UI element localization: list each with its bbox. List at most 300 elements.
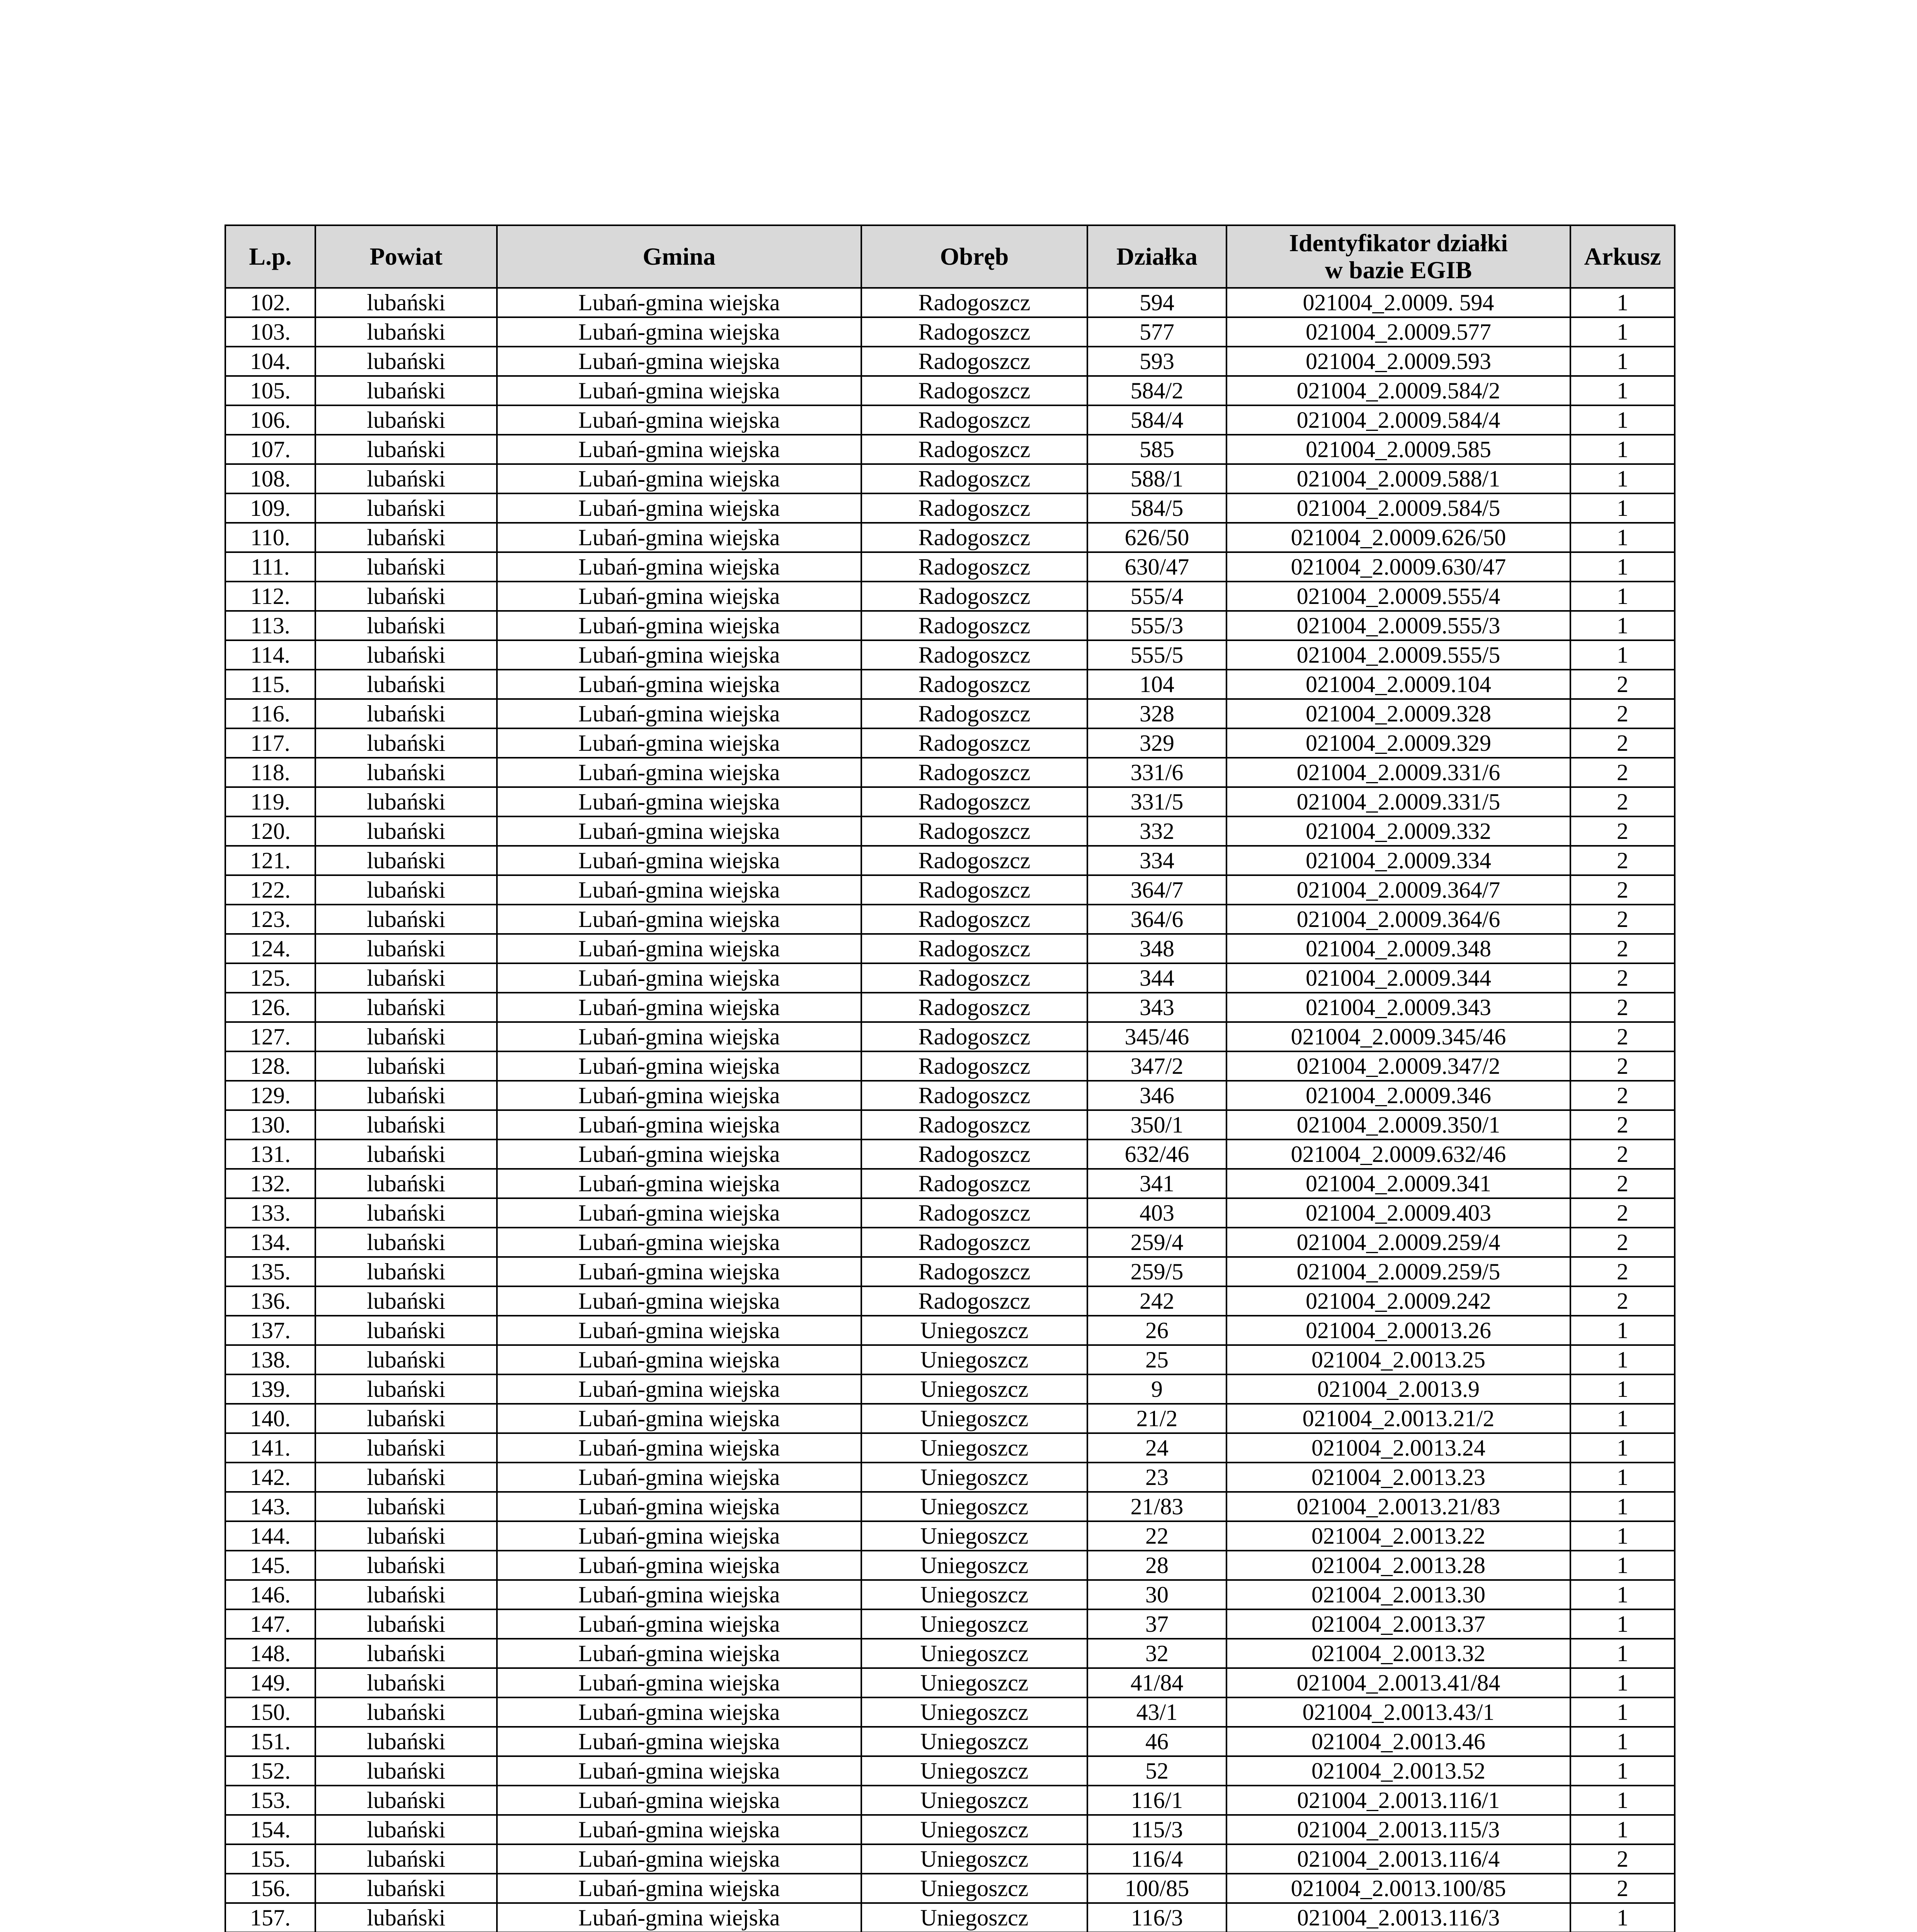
dzialka-cell: 347/2 (1087, 1051, 1226, 1081)
table-row (225, 846, 1675, 875)
dzialka-cell: 594 (1087, 288, 1226, 317)
dzialka-cell: 46 (1087, 1727, 1226, 1756)
powiat-cell: lubański (315, 1051, 497, 1081)
identyfikator-cell: 021004_2.0009.584/4 (1226, 405, 1570, 435)
header-arkusz: Arkusz (1570, 225, 1675, 288)
lp-cell: 157. (225, 1903, 315, 1932)
powiat-cell: lubański (315, 435, 497, 464)
gmina-cell: Lubań-gmina wiejska (497, 1551, 861, 1580)
table-row (225, 1228, 1675, 1257)
arkusz-cell: 2 (1570, 1844, 1675, 1874)
obreb-cell: Radogoszcz (861, 1051, 1087, 1081)
table-row (225, 1521, 1675, 1551)
powiat-cell: lubański (315, 552, 497, 582)
lp-cell: 155. (225, 1844, 315, 1874)
arkusz-cell: 1 (1570, 1609, 1675, 1639)
gmina-cell: Lubań-gmina wiejska (497, 846, 861, 875)
gmina-cell: Lubań-gmina wiejska (497, 582, 861, 611)
lp-cell: 132. (225, 1169, 315, 1198)
header-row (225, 225, 1675, 288)
arkusz-cell: 2 (1570, 1169, 1675, 1198)
gmina-cell: Lubań-gmina wiejska (497, 1463, 861, 1492)
gmina-cell: Lubań-gmina wiejska (497, 1815, 861, 1844)
arkusz-cell: 1 (1570, 1374, 1675, 1404)
dzialka-cell: 116/3 (1087, 1903, 1226, 1932)
lp-cell: 120. (225, 816, 315, 846)
dzialka-cell: 584/5 (1087, 493, 1226, 523)
gmina-cell: Lubań-gmina wiejska (497, 552, 861, 582)
table-row (225, 523, 1675, 552)
dzialka-cell: 9 (1087, 1374, 1226, 1404)
lp-cell: 106. (225, 405, 315, 435)
table-row (225, 1609, 1675, 1639)
lp-cell: 119. (225, 787, 315, 816)
table-row (225, 1492, 1675, 1521)
dzialka-cell: 21/2 (1087, 1404, 1226, 1433)
gmina-cell: Lubań-gmina wiejska (497, 875, 861, 905)
obreb-cell: Radogoszcz (861, 816, 1087, 846)
lp-cell: 147. (225, 1609, 315, 1639)
header-lp: L.p. (225, 225, 315, 288)
lp-cell: 156. (225, 1874, 315, 1903)
table-row (225, 1727, 1675, 1756)
identyfikator-cell: 021004_2.0009.259/5 (1226, 1257, 1570, 1286)
powiat-cell: lubański (315, 347, 497, 376)
identyfikator-cell: 021004_2.0009.332 (1226, 816, 1570, 846)
powiat-cell: lubański (315, 1815, 497, 1844)
dzialka-cell: 23 (1087, 1463, 1226, 1492)
identyfikator-cell: 021004_2.0013.116/4 (1226, 1844, 1570, 1874)
identyfikator-cell: 021004_2.0009.632/46 (1226, 1139, 1570, 1169)
header-powiat: Powiat (315, 225, 497, 288)
arkusz-cell: 2 (1570, 728, 1675, 758)
lp-cell: 128. (225, 1051, 315, 1081)
powiat-cell: lubański (315, 1639, 497, 1668)
table-row (225, 670, 1675, 699)
obreb-cell: Uniegoszcz (861, 1316, 1087, 1345)
gmina-cell: Lubań-gmina wiejska (497, 1697, 861, 1727)
powiat-cell: lubański (315, 758, 497, 787)
identyfikator-cell: 021004_2.0009.584/5 (1226, 493, 1570, 523)
identyfikator-cell: 021004_2.0013.41/84 (1226, 1668, 1570, 1697)
table-row (225, 1257, 1675, 1286)
lp-cell: 117. (225, 728, 315, 758)
identyfikator-cell: 021004_2.0009.331/5 (1226, 787, 1570, 816)
lp-cell: 141. (225, 1433, 315, 1463)
identyfikator-cell: 021004_2.0009.585 (1226, 435, 1570, 464)
powiat-cell: lubański (315, 1081, 497, 1110)
lp-cell: 154. (225, 1815, 315, 1844)
dzialka-cell: 25 (1087, 1345, 1226, 1374)
table-row (225, 1345, 1675, 1374)
identyfikator-cell: 021004_2.0013.115/3 (1226, 1815, 1570, 1844)
arkusz-cell: 2 (1570, 993, 1675, 1022)
obreb-cell: Radogoszcz (861, 552, 1087, 582)
obreb-cell: Uniegoszcz (861, 1874, 1087, 1903)
table-row (225, 552, 1675, 582)
powiat-cell: lubański (315, 1022, 497, 1051)
lp-cell: 134. (225, 1228, 315, 1257)
powiat-cell: lubański (315, 1756, 497, 1786)
obreb-cell: Uniegoszcz (861, 1521, 1087, 1551)
identyfikator-cell: 021004_2.0013.52 (1226, 1756, 1570, 1786)
dzialka-cell: 116/1 (1087, 1786, 1226, 1815)
powiat-cell: lubański (315, 376, 497, 405)
gmina-cell: Lubań-gmina wiejska (497, 1316, 861, 1345)
identyfikator-cell: 021004_2.00013.26 (1226, 1316, 1570, 1345)
header-identyfikator (1226, 225, 1570, 288)
arkusz-cell: 2 (1570, 1286, 1675, 1316)
obreb-cell: Radogoszcz (861, 993, 1087, 1022)
lp-cell: 145. (225, 1551, 315, 1580)
gmina-cell: Lubań-gmina wiejska (497, 905, 861, 934)
gmina-cell: Lubań-gmina wiejska (497, 1844, 861, 1874)
table-row (225, 934, 1675, 963)
identyfikator-cell: 021004_2.0009.577 (1226, 317, 1570, 347)
lp-cell: 116. (225, 699, 315, 728)
dzialka-cell: 584/2 (1087, 376, 1226, 405)
dzialka-cell: 346 (1087, 1081, 1226, 1110)
gmina-cell: Lubań-gmina wiejska (497, 1169, 861, 1198)
obreb-cell: Radogoszcz (861, 611, 1087, 640)
gmina-cell: Lubań-gmina wiejska (497, 699, 861, 728)
table-row (225, 1874, 1675, 1903)
powiat-cell: lubański (315, 963, 497, 993)
table-row (225, 288, 1675, 317)
powiat-cell: lubański (315, 816, 497, 846)
identyfikator-cell: 021004_2.0013.22 (1226, 1521, 1570, 1551)
obreb-cell: Uniegoszcz (861, 1463, 1087, 1492)
lp-cell: 149. (225, 1668, 315, 1697)
table-row (225, 435, 1675, 464)
identyfikator-cell: 021004_2.0009.347/2 (1226, 1051, 1570, 1081)
gmina-cell: Lubań-gmina wiejska (497, 1228, 861, 1257)
arkusz-cell: 2 (1570, 1110, 1675, 1139)
identyfikator-cell: 021004_2.0009.344 (1226, 963, 1570, 993)
table-row (225, 1697, 1675, 1727)
dzialka-cell: 28 (1087, 1551, 1226, 1580)
arkusz-cell: 1 (1570, 1521, 1675, 1551)
obreb-cell: Uniegoszcz (861, 1727, 1087, 1756)
obreb-cell: Uniegoszcz (861, 1756, 1087, 1786)
gmina-cell: Lubań-gmina wiejska (497, 787, 861, 816)
arkusz-cell: 2 (1570, 934, 1675, 963)
dzialka-cell: 350/1 (1087, 1110, 1226, 1139)
arkusz-cell: 1 (1570, 435, 1675, 464)
dzialka-cell: 329 (1087, 728, 1226, 758)
gmina-cell: Lubań-gmina wiejska (497, 1051, 861, 1081)
table-row (225, 993, 1675, 1022)
table-row (225, 1051, 1675, 1081)
identyfikator-cell: 021004_2.0009.259/4 (1226, 1228, 1570, 1257)
arkusz-cell: 1 (1570, 1697, 1675, 1727)
table-row (225, 875, 1675, 905)
arkusz-cell: 1 (1570, 288, 1675, 317)
dzialka-cell: 43/1 (1087, 1697, 1226, 1727)
table-row (225, 611, 1675, 640)
dzialka-cell: 116/4 (1087, 1844, 1226, 1874)
gmina-cell: Lubań-gmina wiejska (497, 1198, 861, 1228)
table-row (225, 376, 1675, 405)
obreb-cell: Radogoszcz (861, 347, 1087, 376)
arkusz-cell: 2 (1570, 1081, 1675, 1110)
dzialka-cell: 630/47 (1087, 552, 1226, 582)
powiat-cell: lubański (315, 611, 497, 640)
lp-cell: 118. (225, 758, 315, 787)
powiat-cell: lubański (315, 1198, 497, 1228)
identyfikator-cell: 021004_2.0013.46 (1226, 1727, 1570, 1756)
gmina-cell: Lubań-gmina wiejska (497, 1110, 861, 1139)
powiat-cell: lubański (315, 1286, 497, 1316)
table-body (225, 288, 1675, 1932)
dzialka-cell: 555/5 (1087, 640, 1226, 670)
identyfikator-cell: 021004_2.0009.364/7 (1226, 875, 1570, 905)
lp-cell: 140. (225, 1404, 315, 1433)
header-identyfikator-line1: Identyfikator działki (1289, 229, 1508, 257)
powiat-cell: lubański (315, 1521, 497, 1551)
table-header (225, 225, 1675, 288)
dzialka-cell: 585 (1087, 435, 1226, 464)
lp-cell: 111. (225, 552, 315, 582)
identyfikator-cell: 021004_2.0009.329 (1226, 728, 1570, 758)
lp-cell: 148. (225, 1639, 315, 1668)
lp-cell: 123. (225, 905, 315, 934)
powiat-cell: lubański (315, 1668, 497, 1697)
obreb-cell: Radogoszcz (861, 464, 1087, 493)
identyfikator-cell: 021004_2.0009.555/5 (1226, 640, 1570, 670)
table-row (225, 699, 1675, 728)
gmina-cell: Lubań-gmina wiejska (497, 1521, 861, 1551)
dzialka-cell: 343 (1087, 993, 1226, 1022)
lp-cell: 109. (225, 493, 315, 523)
arkusz-cell: 1 (1570, 1463, 1675, 1492)
dzialka-cell: 403 (1087, 1198, 1226, 1228)
lp-cell: 102. (225, 288, 315, 317)
dzialka-cell: 100/85 (1087, 1874, 1226, 1903)
dzialka-cell: 328 (1087, 699, 1226, 728)
gmina-cell: Lubań-gmina wiejska (497, 1639, 861, 1668)
arkusz-cell: 1 (1570, 1756, 1675, 1786)
arkusz-cell: 1 (1570, 317, 1675, 347)
powiat-cell: lubański (315, 1433, 497, 1463)
obreb-cell: Radogoszcz (861, 1198, 1087, 1228)
obreb-cell: Radogoszcz (861, 963, 1087, 993)
identyfikator-cell: 021004_2.0009.593 (1226, 347, 1570, 376)
table-row (225, 582, 1675, 611)
powiat-cell: lubański (315, 288, 497, 317)
obreb-cell: Uniegoszcz (861, 1374, 1087, 1404)
arkusz-cell: 2 (1570, 1228, 1675, 1257)
identyfikator-cell: 021004_2.0009.588/1 (1226, 464, 1570, 493)
lp-cell: 112. (225, 582, 315, 611)
table-row (225, 464, 1675, 493)
gmina-cell: Lubań-gmina wiejska (497, 1668, 861, 1697)
table-row (225, 1463, 1675, 1492)
dzialka-cell: 332 (1087, 816, 1226, 846)
obreb-cell: Uniegoszcz (861, 1345, 1087, 1374)
dzialka-cell: 331/6 (1087, 758, 1226, 787)
powiat-cell: lubański (315, 670, 497, 699)
gmina-cell: Lubań-gmina wiejska (497, 317, 861, 347)
lp-cell: 114. (225, 640, 315, 670)
obreb-cell: Uniegoszcz (861, 1551, 1087, 1580)
table-row (225, 1580, 1675, 1609)
dzialka-cell: 259/4 (1087, 1228, 1226, 1257)
obreb-cell: Radogoszcz (861, 1286, 1087, 1316)
identyfikator-cell: 021004_2.0013.32 (1226, 1639, 1570, 1668)
identyfikator-cell: 021004_2.0009.364/6 (1226, 905, 1570, 934)
table-row (225, 1110, 1675, 1139)
dzialka-cell: 37 (1087, 1609, 1226, 1639)
arkusz-cell: 1 (1570, 523, 1675, 552)
dzialka-cell: 259/5 (1087, 1257, 1226, 1286)
identyfikator-cell: 021004_2.0009.630/47 (1226, 552, 1570, 582)
identyfikator-cell: 021004_2.0009.626/50 (1226, 523, 1570, 552)
lp-cell: 138. (225, 1345, 315, 1374)
identyfikator-cell: 021004_2.0009.584/2 (1226, 376, 1570, 405)
table-row (225, 1404, 1675, 1433)
header-dzialka: Działka (1087, 225, 1226, 288)
lp-cell: 110. (225, 523, 315, 552)
powiat-cell: lubański (315, 1257, 497, 1286)
lp-cell: 152. (225, 1756, 315, 1786)
identyfikator-cell: 021004_2.0009.104 (1226, 670, 1570, 699)
identyfikator-cell: 021004_2.0009.242 (1226, 1286, 1570, 1316)
identyfikator-cell: 021004_2.0009.341 (1226, 1169, 1570, 1198)
identyfikator-cell: 021004_2.0013.30 (1226, 1580, 1570, 1609)
dzialka-cell: 52 (1087, 1756, 1226, 1786)
lp-cell: 121. (225, 846, 315, 875)
obreb-cell: Uniegoszcz (861, 1815, 1087, 1844)
dzialka-cell: 26 (1087, 1316, 1226, 1345)
dzialka-cell: 242 (1087, 1286, 1226, 1316)
obreb-cell: Radogoszcz (861, 317, 1087, 347)
obreb-cell: Radogoszcz (861, 640, 1087, 670)
dzialka-cell: 32 (1087, 1639, 1226, 1668)
obreb-cell: Uniegoszcz (861, 1433, 1087, 1463)
dzialka-cell: 345/46 (1087, 1022, 1226, 1051)
table-row (225, 1081, 1675, 1110)
identyfikator-cell: 021004_2.0009.334 (1226, 846, 1570, 875)
powiat-cell: lubański (315, 787, 497, 816)
powiat-cell: lubański (315, 1844, 497, 1874)
obreb-cell: Radogoszcz (861, 1022, 1087, 1051)
lp-cell: 151. (225, 1727, 315, 1756)
obreb-cell: Uniegoszcz (861, 1697, 1087, 1727)
obreb-cell: Radogoszcz (861, 1228, 1087, 1257)
gmina-cell: Lubań-gmina wiejska (497, 1727, 861, 1756)
obreb-cell: Radogoszcz (861, 875, 1087, 905)
dzialka-cell: 577 (1087, 317, 1226, 347)
lp-cell: 105. (225, 376, 315, 405)
header-gmina: Gmina (497, 225, 861, 288)
identyfikator-cell: 021004_2.0013.43/1 (1226, 1697, 1570, 1727)
powiat-cell: lubański (315, 1404, 497, 1433)
gmina-cell: Lubań-gmina wiejska (497, 1433, 861, 1463)
table-row (225, 1198, 1675, 1228)
powiat-cell: lubański (315, 1169, 497, 1198)
arkusz-cell: 1 (1570, 493, 1675, 523)
dzialka-cell: 115/3 (1087, 1815, 1226, 1844)
gmina-cell: Lubań-gmina wiejska (497, 1345, 861, 1374)
powiat-cell: lubański (315, 405, 497, 435)
powiat-cell: lubański (315, 1374, 497, 1404)
identyfikator-cell: 021004_2.0013.21/83 (1226, 1492, 1570, 1521)
obreb-cell: Radogoszcz (861, 758, 1087, 787)
arkusz-cell: 1 (1570, 347, 1675, 376)
identyfikator-cell: 021004_2.0009.345/46 (1226, 1022, 1570, 1051)
gmina-cell: Lubań-gmina wiejska (497, 934, 861, 963)
identyfikator-cell: 021004_2.0009.348 (1226, 934, 1570, 963)
obreb-cell: Radogoszcz (861, 1169, 1087, 1198)
table-row (225, 1316, 1675, 1345)
gmina-cell: Lubań-gmina wiejska (497, 1022, 861, 1051)
table-row (225, 758, 1675, 787)
table-row (225, 1844, 1675, 1874)
arkusz-cell: 1 (1570, 1551, 1675, 1580)
gmina-cell: Lubań-gmina wiejska (497, 347, 861, 376)
arkusz-cell: 1 (1570, 1345, 1675, 1374)
arkusz-cell: 2 (1570, 846, 1675, 875)
powiat-cell: lubański (315, 875, 497, 905)
table-row (225, 1286, 1675, 1316)
lp-cell: 146. (225, 1580, 315, 1609)
dzialka-cell: 364/7 (1087, 875, 1226, 905)
powiat-cell: lubański (315, 1697, 497, 1727)
arkusz-cell: 2 (1570, 963, 1675, 993)
arkusz-cell: 1 (1570, 1786, 1675, 1815)
powiat-cell: lubański (315, 1903, 497, 1932)
parcel-table (225, 224, 1675, 1932)
identyfikator-cell: 021004_2.0009. 594 (1226, 288, 1570, 317)
obreb-cell: Uniegoszcz (861, 1609, 1087, 1639)
powiat-cell: lubański (315, 728, 497, 758)
arkusz-cell: 2 (1570, 1874, 1675, 1903)
dzialka-cell: 588/1 (1087, 464, 1226, 493)
lp-cell: 136. (225, 1286, 315, 1316)
identyfikator-cell: 021004_2.0013.100/85 (1226, 1874, 1570, 1903)
obreb-cell: Radogoszcz (861, 376, 1087, 405)
gmina-cell: Lubań-gmina wiejska (497, 1492, 861, 1521)
table-row (225, 1786, 1675, 1815)
arkusz-cell: 2 (1570, 787, 1675, 816)
gmina-cell: Lubań-gmina wiejska (497, 1903, 861, 1932)
lp-cell: 107. (225, 435, 315, 464)
lp-cell: 135. (225, 1257, 315, 1286)
lp-cell: 124. (225, 934, 315, 963)
gmina-cell: Lubań-gmina wiejska (497, 963, 861, 993)
powiat-cell: lubański (315, 464, 497, 493)
obreb-cell: Radogoszcz (861, 405, 1087, 435)
identyfikator-cell: 021004_2.0009.555/4 (1226, 582, 1570, 611)
table-row (225, 1022, 1675, 1051)
dzialka-cell: 626/50 (1087, 523, 1226, 552)
arkusz-cell: 2 (1570, 875, 1675, 905)
gmina-cell: Lubań-gmina wiejska (497, 1786, 861, 1815)
dzialka-cell: 555/4 (1087, 582, 1226, 611)
powiat-cell: lubański (315, 1228, 497, 1257)
table-row (225, 1551, 1675, 1580)
powiat-cell: lubański (315, 993, 497, 1022)
table-row (225, 905, 1675, 934)
gmina-cell: Lubań-gmina wiejska (497, 640, 861, 670)
table-row (225, 1903, 1675, 1932)
identyfikator-cell: 021004_2.0013.23 (1226, 1463, 1570, 1492)
header-obreb: Obręb (861, 225, 1087, 288)
dzialka-cell: 22 (1087, 1521, 1226, 1551)
powiat-cell: lubański (315, 1874, 497, 1903)
arkusz-cell: 2 (1570, 905, 1675, 934)
